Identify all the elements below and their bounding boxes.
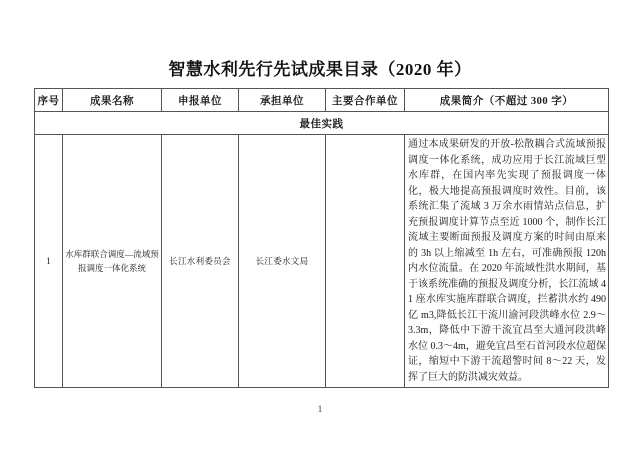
undertaking-unit-cell: 长江委水文局 — [239, 135, 326, 388]
result-name-cell: 水库群联合调度—流域预报调度一体化系统 — [63, 135, 162, 388]
page-title: 智慧水利先行先试成果目录（2020 年） — [168, 60, 472, 79]
summary-text: 通过本成果研发的开放-松散耦合式流域预报调度一体化系统，成功应用于长江流域巨型水库群，在国内率先实现了预报调度一体化，极大地提高预报调度时效性。目前，该系统汇集了流域 3 万余水雨情站点信息，扩充预报调度计算节点至近 1000 个，制作长江流域主要断面预报及调度方案的时间由原来的 3h 以上缩减至 1h 左右，可准确预报 120h 内水位流量。在 2020 年流域性洪水期间，基于该系统准确的预报及调度分析，长江流域 41 座水库实施库群联合调度，拦蓄洪水约 490 亿 m3,降低长江干流川渝河段洪峰水位 2.9～3.3m，降低中下游干流宜昌至大通河段洪峰水位 0.3～4m，避免宜昌至石首河段水位超保证，缩短中下游干流超警时间 8～22 天，发挥了巨大的防洪减灾效益。 — [408, 139, 606, 383]
table-row — [35, 135, 609, 388]
table-header-row — [35, 89, 609, 112]
header-cell-undertaking-unit: 承担单位 — [239, 89, 326, 112]
header-cell-result-name: 成果名称 — [63, 89, 162, 112]
header-cell-summary: 成果简介（不超过 300 字） — [405, 89, 609, 112]
partner-units-cell — [326, 135, 405, 388]
section-label: 最佳实践 — [35, 112, 609, 135]
header-cell-applicant-unit: 申报单位 — [162, 89, 239, 112]
applicant-unit-cell: 长江水利委员会 — [162, 135, 239, 388]
row-index-cell: 1 — [35, 135, 63, 388]
results-table — [34, 88, 609, 388]
header-cell-partner-units: 主要合作单位 — [326, 89, 405, 112]
summary-cell — [405, 135, 609, 388]
section-row — [35, 112, 609, 135]
page-number: 1 — [317, 404, 323, 414]
header-cell-index: 序号 — [35, 89, 63, 112]
